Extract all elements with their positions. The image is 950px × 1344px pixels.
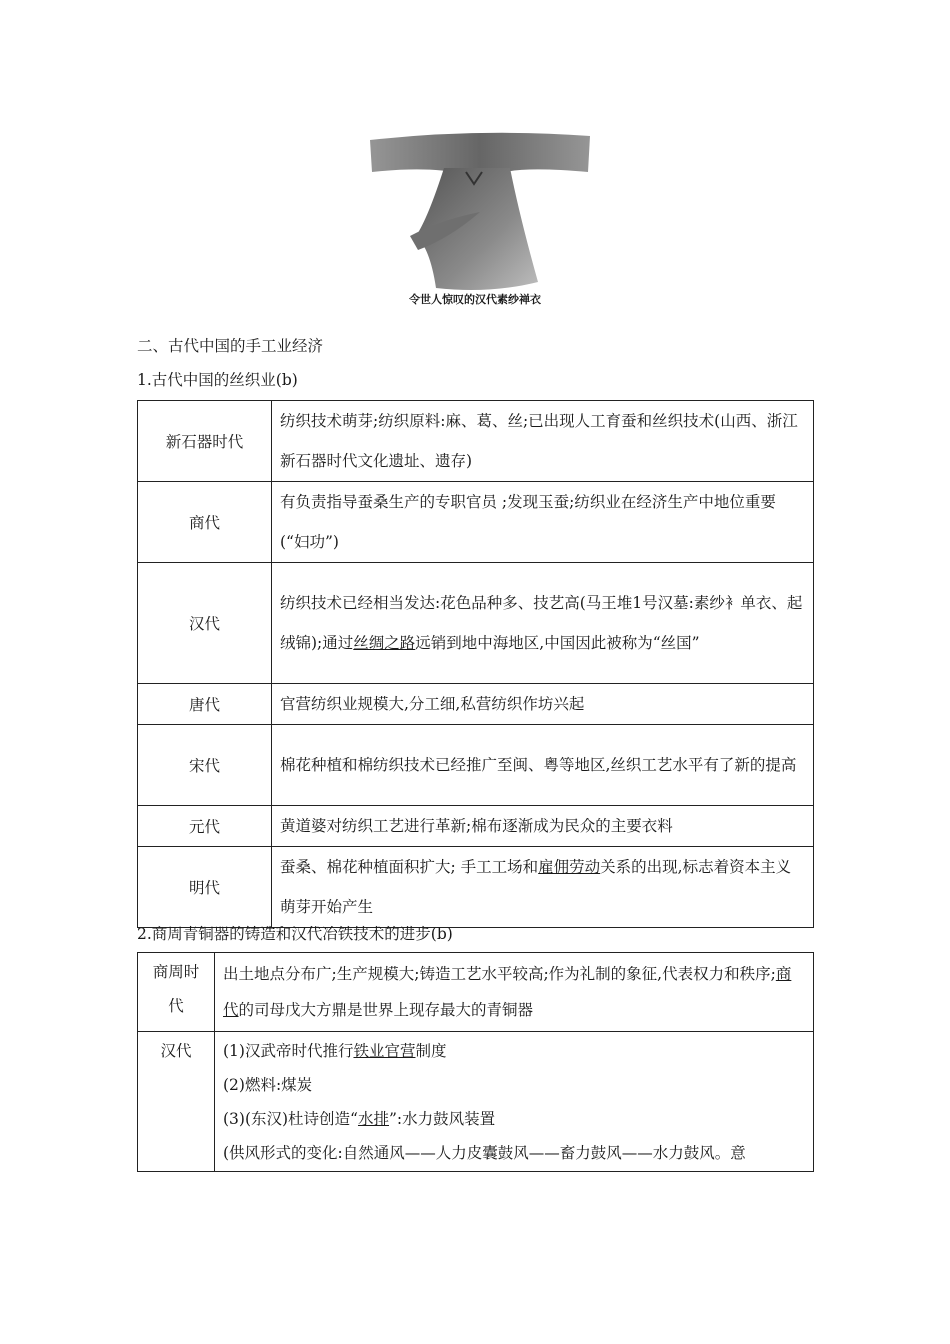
table-row: [138, 1032, 814, 1172]
table-row: [138, 847, 814, 928]
desc-text: 远销到地中海地区,中国因此被称为“丝国”: [415, 634, 700, 652]
table-row: [138, 563, 814, 684]
desc-cell: 棉花种植和棉纺织技术已经推广至闽、粤等地区,丝织工艺水平有了新的提高: [272, 725, 814, 806]
desc-cell: 有负责指导蚕桑生产的专职官员 ;发现玉蚕;纺织业在经济生产中地位重要(“妇功”): [272, 482, 814, 563]
desc-cell: [272, 847, 814, 928]
era-cell: 汉代: [138, 1032, 215, 1172]
table-row: [138, 401, 814, 482]
table-row: [138, 482, 814, 563]
desc-cell: [272, 563, 814, 684]
desc-text: 出土地点分布广;生产规模大;铸造工艺水平较高;作为礼制的象征,代表权力和秩序;: [223, 965, 776, 983]
era-cell: 商代: [138, 482, 272, 563]
desc-cell: [215, 1032, 814, 1172]
desc-text: 关系的出现,标志着资本主义萌芽开始产生: [280, 858, 792, 916]
desc-cell: 官营纺织业规模大,分工细,私营纺织作坊兴起: [272, 684, 814, 725]
bronze-iron-table: [137, 952, 814, 1172]
figure-caption: 令世人惊叹的汉代素纱禅衣: [409, 293, 541, 306]
desc-text: 纺织技术已经相当发达:花色品种多、技艺高(马王堆1号汉墓:素纱衤单衣、起绒锦);通过: [280, 594, 803, 652]
era-cell: 明代: [138, 847, 272, 928]
robe-photo: [370, 128, 590, 298]
silk-road-term: 丝绸之路: [353, 634, 416, 652]
list-item: (1)汉武帝时代推行铁业官营制度: [223, 1042, 447, 1060]
desc-cell: 纺织技术萌芽;纺织原料:麻、葛、丝;已出现人工育蚕和丝织技术(山西、浙江新石器时代文化遗址、遗存): [272, 401, 814, 482]
desc-text: 的司母戊大方鼎是世界上现存最大的青铜器: [238, 1001, 534, 1019]
era-cell: 汉代: [138, 563, 272, 684]
section-title: 二、古代中国的手工业经济: [137, 337, 324, 355]
table-row: [138, 725, 814, 806]
table-row: [138, 684, 814, 725]
desc-cell: 黄道婆对纺织工艺进行革新;棉布逐渐成为民众的主要衣料: [272, 806, 814, 847]
era-cell: 商周时代: [138, 953, 215, 1032]
bronze-heading: 2.商周青铜器的铸造和汉代冶铁技术的进步(b): [137, 925, 453, 943]
era-cell: 新石器时代: [138, 401, 272, 482]
desc-cell: [215, 953, 814, 1032]
list-item: (3)(东汉)杜诗创造“水排”:水力鼓风装置: [223, 1110, 496, 1128]
list-item: (供风形式的变化:自然通风——人力皮囊鼓风——畜力鼓风——水力鼓风。意: [223, 1144, 746, 1162]
silk-table: [137, 400, 814, 928]
desc-text: 蚕桑、棉花种植面积扩大; 手工工场和: [280, 858, 539, 876]
iron-monopoly-term: 铁业官营: [353, 1042, 416, 1060]
shang-dynasty-term: 商代: [223, 965, 792, 1019]
wage-labor-term: 雇佣劳动: [538, 858, 601, 876]
era-cell: 唐代: [138, 684, 272, 725]
silk-heading: 1.古代中国的丝织业(b): [137, 371, 298, 389]
robe-sleeves: [370, 133, 590, 174]
era-cell: 宋代: [138, 725, 272, 806]
water-bellows-term: 水排: [357, 1110, 389, 1128]
list-item: (2)燃料:煤炭: [223, 1076, 313, 1094]
table-row: [138, 806, 814, 847]
era-cell: 元代: [138, 806, 272, 847]
table-row: [138, 953, 814, 1032]
